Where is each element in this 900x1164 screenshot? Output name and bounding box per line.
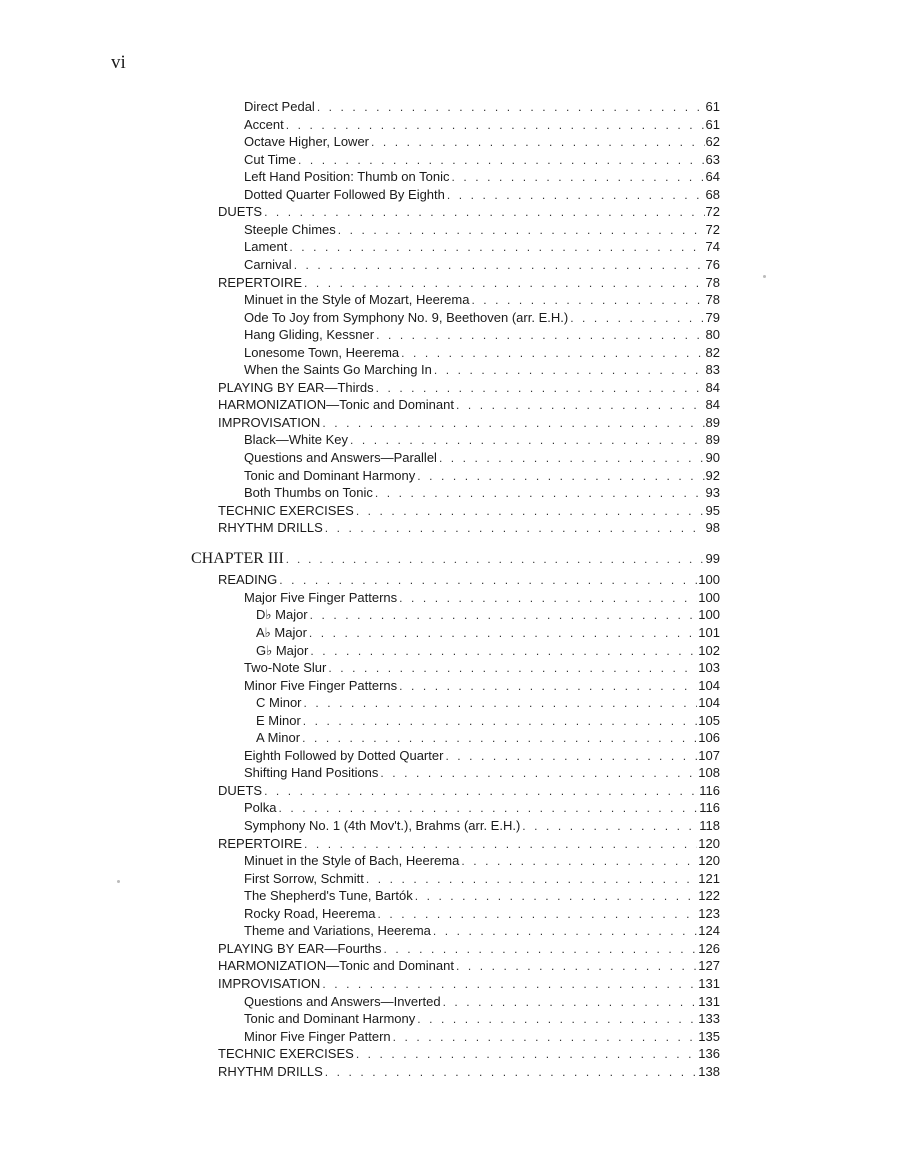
toc-entry-title: Steeple Chimes [244,221,336,237]
toc-entry-page: 84 [705,397,720,413]
dot-leader [522,817,698,835]
toc-entry [218,957,720,975]
dot-leader [279,571,697,589]
toc-entry [218,519,720,537]
toc-entry [218,940,720,958]
toc-entry-page: 131 [698,975,720,991]
toc-entry [244,764,720,782]
toc-entry-title: IMPROVISATION [218,414,321,430]
toc-entry-title: DUETS [218,204,263,220]
dot-leader [461,852,697,870]
dot-leader [279,799,699,817]
toc-entry [244,309,720,327]
toc-entry-title: A Minor [256,730,301,746]
dot-leader [447,186,705,204]
toc-entry [244,221,720,239]
toc-entry-title: Tonic and Dominant Harmony [244,467,416,483]
toc-entry [244,151,720,169]
dot-leader [384,940,698,958]
toc-entry-title: Minuet in the Style of Bach, Heerema [244,853,460,869]
toc-entry-title: E Minor [256,712,301,728]
toc-entry [244,98,720,116]
toc-entry-page: 83 [705,362,720,378]
toc-entry [244,168,720,186]
toc-entry-title: TECHNIC EXERCISES [218,1046,354,1062]
toc-entry-title: When the Saints Go Marching In [244,362,432,378]
toc-entry [244,659,720,677]
toc-entry-title: Theme and Variations, Heerema [244,923,431,939]
toc-entry-page: 79 [705,309,720,325]
toc-entry-page: 105 [698,712,720,728]
toc-entry-page: 136 [698,1046,720,1062]
toc-entry-page: 118 [699,818,720,833]
toc-entry-page: 61 [705,116,720,132]
toc-entry-title: Dotted Quarter Followed By Eighth [244,186,445,202]
dot-leader [570,309,704,327]
dot-leader [371,133,705,151]
toc-entry-title: D♭ Major [256,607,308,623]
dot-leader [350,431,704,449]
toc-entry-page: 78 [705,274,720,290]
toc-entry-title: DUETS [218,782,263,798]
dot-leader [366,870,697,888]
toc-entry [244,238,720,256]
toc-entry-page: 100 [698,607,720,623]
dot-leader [304,694,698,712]
toc-entry-title: G♭ Major [256,642,309,658]
toc-entry [244,589,720,607]
dot-leader [289,238,704,256]
toc-entry [244,186,720,204]
toc-entry [218,274,720,292]
toc-entry-title: Cut Time [244,151,297,167]
dot-leader [304,835,697,853]
toc-entry-page: 82 [705,344,720,360]
toc-entry [244,467,720,485]
dot-leader [298,151,705,169]
toc-entry-title: Left Hand Position: Thumb on Tonic [244,169,450,185]
toc-entry-page: 101 [698,624,720,640]
dot-leader [378,905,698,923]
toc-entry [244,905,720,923]
dot-leader [434,361,705,379]
toc-entry-title: Lonesome Town, Heerema [244,344,400,360]
toc-entry-title: Octave Higher, Lower [244,134,370,150]
dot-leader [433,922,697,940]
toc-entry-page: 100 [698,572,720,588]
toc-entry-page: 78 [705,292,720,308]
toc-entry-page: 122 [698,888,720,904]
toc-entry-page: 64 [705,169,720,185]
dot-leader [417,1010,697,1028]
toc-entry-page: 120 [698,835,720,851]
dot-leader [310,606,698,624]
toc-entry-page: 103 [698,660,720,676]
dot-leader [322,414,704,432]
toc-entry-page: 89 [705,432,720,448]
toc-entry-title: The Shepherd's Tune, Bartók [244,888,413,904]
dot-leader [309,624,697,642]
dot-leader [264,203,704,221]
toc-entry-page: 106 [698,730,720,746]
toc-entry [244,852,720,870]
toc-entry [218,782,720,800]
toc-entry-title: Questions and Answers—Inverted [244,993,441,1009]
toc-entry-page: 138 [698,1063,720,1079]
dot-leader [415,887,698,905]
toc-entry [244,256,720,274]
toc-entry-title: First Sorrow, Schmitt [244,870,364,886]
toc-entry-page: 63 [705,151,720,167]
dot-leader [286,116,705,134]
toc-entry-page: 100 [698,589,720,605]
dot-leader [286,550,705,568]
toc-entry-title: Both Thumbs on Tonic [244,485,373,501]
toc-entry [256,729,720,747]
toc-entry-title: PLAYING BY EAR—Fourths [218,940,382,956]
toc-entry-title: IMPROVISATION [218,975,321,991]
scan-speck [763,275,766,278]
toc-entry-page: 92 [705,467,720,483]
toc-entry-title: CHAPTER III [191,549,284,567]
dot-leader [456,396,705,414]
toc-entry-page: 107 [698,747,720,763]
toc-entry-page: 62 [705,134,720,150]
toc-entry-title: Lament [244,239,288,255]
toc-entry [256,624,720,642]
toc-entry-page: 131 [698,993,720,1009]
dot-leader [456,957,697,975]
toc-entry-page: 72 [705,204,720,220]
toc-entry-page: 90 [705,450,720,465]
dot-leader [393,1028,698,1046]
dot-leader [322,975,697,993]
dot-leader [310,642,697,660]
toc-entry-title: Shifting Hand Positions [244,765,379,781]
dot-leader [375,484,705,502]
toc-entry-title: Accent [244,116,284,132]
toc-entry-page: 121 [698,870,720,886]
toc-entry [244,344,720,362]
toc-entry-title: HARMONIZATION—Tonic and Dominant [218,397,454,413]
toc-entry-title: REPERTOIRE [218,835,303,851]
dot-leader [325,519,705,537]
toc-entry-page: 80 [705,327,720,343]
toc-entry-title: A♭ Major [256,624,307,640]
toc-entry [218,396,720,414]
toc-entry [244,747,720,765]
dot-leader [264,782,698,800]
dot-leader [471,291,704,309]
toc-entry-page: 104 [698,677,720,693]
toc-entry-title: READING [218,572,278,588]
toc-entry [244,116,720,134]
dot-leader [443,993,698,1011]
toc-entry [218,835,720,853]
toc-entry-title: Direct Pedal [244,99,315,114]
toc-entry-page: 99 [705,550,720,566]
dot-leader [356,502,705,520]
toc-entry [244,361,720,379]
toc-entry-title: PLAYING BY EAR—Thirds [218,379,374,395]
toc-entry [244,817,720,835]
chapter-heading [191,550,720,568]
toc-entry [244,993,720,1011]
toc-entry-title: RHYTHM DRILLS [218,520,323,536]
toc-entry-page: 120 [698,853,720,869]
toc-entry-page: 108 [698,765,720,781]
toc-entry [218,414,720,432]
toc-entry-page: 98 [705,520,720,536]
toc-entry-title: Minor Five Finger Pattern [244,1028,391,1044]
toc-entry-page: 116 [699,800,720,816]
toc-entry-page: 126 [698,940,720,956]
toc-entry [218,1063,720,1081]
toc-entry [244,449,720,467]
toc-entry-title: Minuet in the Style of Mozart, Heerema [244,292,470,308]
dot-leader [417,467,704,485]
toc-entry-page: 123 [698,905,720,921]
toc-entry-title: Hang Gliding, Kessner [244,327,375,343]
dot-leader [328,659,697,677]
dot-leader [302,729,697,747]
toc-entry-page: 93 [705,485,720,501]
scan-speck [117,880,120,883]
dot-leader [304,274,704,292]
toc-entry-page: 76 [705,256,720,272]
toc-entry-title: Eighth Followed by Dotted Quarter [244,747,444,763]
toc-entry [218,379,720,397]
toc-entry [256,694,720,712]
toc-entry-page: 84 [705,379,720,395]
dot-leader [376,379,705,397]
dot-leader [356,1045,697,1063]
toc-entry-title: Carnival [244,256,292,272]
toc-entry [244,1010,720,1028]
toc-entry-page: 95 [705,502,720,518]
toc-entry-page: 127 [698,958,720,974]
toc-entry-title: Two-Note Slur [244,660,327,676]
dot-leader [294,256,705,274]
dot-leader [376,326,704,344]
toc-entry [244,922,720,940]
dot-leader [399,677,697,695]
toc-entry [244,484,720,502]
dot-leader [325,1063,698,1081]
toc-entry [218,1045,720,1063]
dot-leader [445,747,697,765]
dot-leader [399,589,697,607]
toc-entry-title: Tonic and Dominant Harmony [244,1011,416,1027]
dot-leader [338,221,705,239]
toc-entry-title: HARMONIZATION—Tonic and Dominant [218,958,454,974]
toc-entry-page: 72 [705,221,720,237]
toc-entry [244,133,720,151]
toc-entry-title: Questions and Answers—Parallel [244,450,437,465]
toc-entry-title: Symphony No. 1 (4th Mov't.), Brahms (arr. E.H.) [244,818,521,833]
toc-entry [244,887,720,905]
toc-entry [244,1028,720,1046]
page-number: vi [111,52,126,73]
toc-entry-title: Minor Five Finger Patterns [244,677,398,693]
dot-leader [401,344,704,362]
toc-entry-title: C Minor [256,695,302,711]
toc-entry-title: Polka [244,800,277,816]
toc-entry-title: Ode To Joy from Symphony No. 9, Beethoven (arr. E.H.) [244,309,569,325]
toc-entry-page: 116 [699,782,720,798]
toc-entry [244,870,720,888]
toc-entry [244,799,720,817]
toc-entry-title: REPERTOIRE [218,274,303,290]
toc-entry [244,326,720,344]
toc-entry-page: 89 [705,414,720,430]
toc-entry-page: 104 [698,695,720,711]
toc-entry [256,642,720,660]
toc-entry [218,975,720,993]
toc-entry [256,712,720,730]
toc-entry-page: 135 [698,1028,720,1044]
toc-entry-title: Rocky Road, Heerema [244,905,376,921]
toc-entry [244,291,720,309]
dot-leader [303,712,698,730]
toc-entry-title: Major Five Finger Patterns [244,589,398,605]
dot-leader [451,168,704,186]
toc-entry-page: 61 [705,99,720,114]
toc-entry [244,431,720,449]
toc-entry-page: 102 [698,642,720,658]
toc-entry [218,203,720,221]
toc-entry-page: 124 [698,923,720,939]
toc-entry [244,677,720,695]
toc-entry-title: Black—White Key [244,432,349,448]
toc-entry-title: RHYTHM DRILLS [218,1063,323,1079]
toc-entry [218,502,720,520]
dot-leader [317,98,705,116]
dot-leader [439,449,705,467]
toc-entry-page: 74 [705,239,720,255]
toc-entry-page: 133 [698,1011,720,1027]
dot-leader [380,764,697,782]
toc-entry [256,606,720,624]
toc-entry-page: 68 [705,186,720,202]
toc-entry [218,571,720,589]
toc-entry-title: TECHNIC EXERCISES [218,502,354,518]
